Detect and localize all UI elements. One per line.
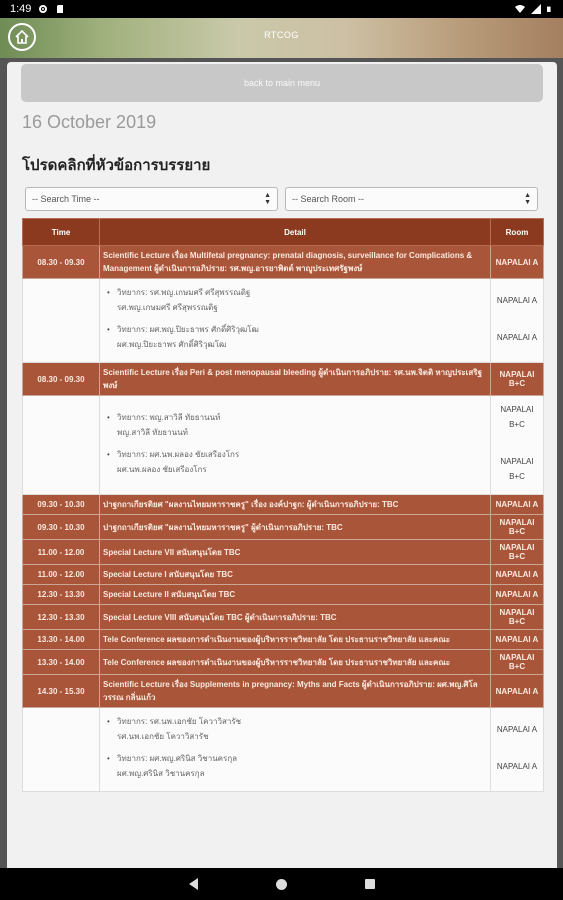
lecture-row[interactable] (23, 565, 544, 585)
search-room-label: -- Search Room -- (292, 194, 365, 204)
page-date: 16 October 2019 (22, 112, 157, 132)
app-title: RTCOG (264, 30, 299, 40)
room-cell: NAPALAI B+C (491, 650, 544, 675)
speaker-role: วิทยากร: ผศ.พญ.ปิยะธาพร ศักดิ์ศิริวุฒโฒ (117, 325, 259, 334)
speaker-room: NAPALAI A (496, 724, 538, 734)
room-cell: NAPALAI B+C (491, 605, 544, 630)
app-bar (0, 18, 563, 58)
speaker-item (103, 714, 487, 744)
time-cell: 12.30 - 13.30 (23, 605, 100, 630)
battery-icon (547, 4, 553, 14)
wifi-icon (515, 4, 525, 14)
time-cell: 12.30 - 13.30 (23, 585, 100, 605)
room-cell: NAPALAI A (491, 630, 544, 650)
chevron-down-icon: ▲ ▼ (524, 192, 531, 206)
speaker-name: รศ.พญ.เกษมศรี ศรีสุพรรณดิฐ (117, 303, 218, 312)
room-cell: NAPALAI A (491, 246, 544, 279)
room-cell: NAPALAI A (491, 675, 544, 708)
back-icon[interactable] (189, 878, 198, 890)
home-circle-icon[interactable] (276, 879, 287, 890)
speaker-name: ผศ.พญ.ปิยะธาพร ศักดิ์ศิริวุฒโฒ (117, 340, 227, 349)
detail-cell[interactable]: Special Lecture II สนับสนุนโดย TBC (100, 585, 491, 605)
time-cell: 13.30 - 14.00 (23, 650, 100, 675)
lecture-row[interactable] (23, 540, 544, 565)
detail-cell[interactable]: Tele Conference ผลของการดำเนินงานของผู้บริหารราชวิทยาลัย โดย ประธานราชวิทยาลัย และคณะ (100, 650, 491, 675)
header-room: Room (491, 219, 544, 246)
speaker-name: รศ.นพ.เอกชัย โควาวิสารัช (117, 732, 209, 741)
page-heading: โปรดคลิกที่หัวข้อการบรรยาย (22, 157, 211, 174)
lecture-row[interactable] (23, 675, 544, 708)
speaker-role: วิทยากร: รศ.พญ.เกษมศรี ศรีสุพรรณดิฐ (117, 288, 251, 297)
speaker-role: วิทยากร: รศ.นพ.เอกชัย โควาวิสารัช (117, 717, 242, 726)
room-cell: NAPALAI B+C (491, 540, 544, 565)
lecture-row[interactable] (23, 650, 544, 675)
lecture-row[interactable] (23, 495, 544, 515)
time-cell: 09.30 - 10.30 (23, 495, 100, 515)
back-to-menu-button[interactable]: back to main menu (21, 64, 543, 102)
recents-icon[interactable] (365, 879, 375, 889)
speaker-room: NAPALAI B+C (500, 405, 534, 429)
time-cell: 11.00 - 12.00 (23, 540, 100, 565)
schedule-table (22, 218, 544, 792)
time-cell: 08.30 - 09.30 (23, 363, 100, 396)
empty-time-cell (23, 279, 100, 363)
signal-icon (531, 4, 541, 14)
speaker-row (23, 279, 544, 363)
speaker-item (103, 751, 487, 781)
table-header (23, 219, 544, 246)
search-time-label: -- Search Time -- (32, 194, 100, 204)
search-room-select[interactable] (285, 187, 538, 211)
speaker-row (23, 396, 544, 495)
detail-cell[interactable]: Scientific Lecture เรื่อง Supplements in pregnancy: Myths and Facts ผู้ดำเนินการอภิปราย: ผศ.พญ.ศิโลวรรณ กลิ่นแก้ว (100, 675, 491, 708)
settings-icon (38, 4, 48, 14)
sd-card-icon (55, 4, 65, 14)
time-cell: 13.30 - 14.00 (23, 630, 100, 650)
detail-cell[interactable]: Scientific Lecture เรื่อง Multifetal pregnancy: prenatal diagnosis, surveillance for Complications & Management ผู้ดำเนินการอภิปราย: รศ.พญ.อารยาพิตต์ พาญูประเทศรัฐพงษ์ (100, 246, 491, 279)
speaker-room: NAPALAI B+C (500, 457, 534, 481)
speaker-role: วิทยากร: ผศ.พญ.ศรินิส วิชานครกุล (117, 754, 238, 763)
speaker-role: วิทยากร: ผศ.นพ.ผลอง ชัยเสรีองโกร (117, 449, 240, 459)
speaker-row (23, 708, 544, 792)
time-cell: 14.30 - 15.30 (23, 675, 100, 708)
main-content[interactable] (0, 58, 563, 868)
speaker-item (103, 285, 487, 315)
chevron-down-icon: ▲ ▼ (264, 192, 271, 206)
lecture-row[interactable] (23, 363, 544, 396)
clock: 1:49 (10, 3, 32, 15)
room-cell (491, 279, 544, 363)
speaker-name: ผศ.นพ.ผลอง ชัยเสรีองโกร (117, 464, 207, 474)
speakers-cell (100, 279, 491, 363)
detail-cell[interactable]: Tele Conference ผลของการดำเนินงานของผู้บริหารราชวิทยาลัย โดย ประธานราชวิทยาลัย และคณะ (100, 630, 491, 650)
detail-cell[interactable]: Special Lecture VII สนับสนุนโดย TBC (100, 540, 491, 565)
time-cell: 11.00 - 12.00 (23, 565, 100, 585)
speaker-item (103, 322, 487, 352)
room-cell: NAPALAI A (491, 585, 544, 605)
room-cell: NAPALAI A (491, 565, 544, 585)
speakers-cell (100, 396, 491, 495)
speaker-room: NAPALAI A (496, 295, 538, 305)
lecture-row[interactable] (23, 630, 544, 650)
speaker-item (103, 447, 487, 477)
speaker-room: NAPALAI A (496, 332, 538, 342)
status-bar (0, 0, 563, 18)
speaker-role: วิทยากร: พญ.สาวิลี ทัยธานนท์ (117, 412, 221, 422)
speakers-cell (100, 708, 491, 792)
time-cell: 09.30 - 10.30 (23, 515, 100, 540)
time-cell: 08.30 - 09.30 (23, 246, 100, 279)
room-cell (491, 396, 544, 495)
system-nav-bar (0, 868, 563, 900)
detail-cell[interactable]: ปาฐกถาเกียรติยศ "ผลงานไทยมหาราชครู" ผู้ดำเนินการอภิปราย: TBC (100, 515, 491, 540)
header-detail: Detail (100, 219, 491, 246)
detail-cell[interactable]: Special Lecture I สนับสนุนโดย TBC (100, 565, 491, 585)
schedule-panel (7, 62, 557, 868)
speaker-name: พญ.สาวิลี ทัยธานนท์ (117, 427, 188, 437)
speaker-item (103, 410, 487, 440)
speaker-room: NAPALAI A (496, 761, 538, 771)
speaker-name: ผศ.พญ.ศรินิส วิชานครกุล (117, 769, 205, 778)
room-cell: NAPALAI B+C (491, 363, 544, 396)
lecture-row[interactable] (23, 585, 544, 605)
lecture-row[interactable] (23, 515, 544, 540)
room-cell: NAPALAI A (491, 495, 544, 515)
search-time-select[interactable] (25, 187, 278, 211)
room-cell (491, 708, 544, 792)
lecture-row[interactable] (23, 605, 544, 630)
lecture-row[interactable] (23, 246, 544, 279)
detail-cell[interactable]: ปาฐกถาเกียรติยศ "ผลงานไทยมหาราชครู" เรื่อง องค์ปาฐก: ผู้ดำเนินการอภิปราย: TBC (100, 495, 491, 515)
empty-time-cell (23, 396, 100, 495)
detail-cell[interactable]: Scientific Lecture เรื่อง Peri & post menopausal bleeding ผู้ดำเนินการอภิปราย: รศ.นพ.จิตติ หาญประเสริฐพงษ์ (100, 363, 491, 396)
room-cell: NAPALAI B+C (491, 515, 544, 540)
header-time: Time (23, 219, 100, 246)
detail-cell[interactable]: Special Lecture VIII สนับสนุนโดย TBC ผู้ดำเนินการอภิปราย: TBC (100, 605, 491, 630)
empty-time-cell (23, 708, 100, 792)
